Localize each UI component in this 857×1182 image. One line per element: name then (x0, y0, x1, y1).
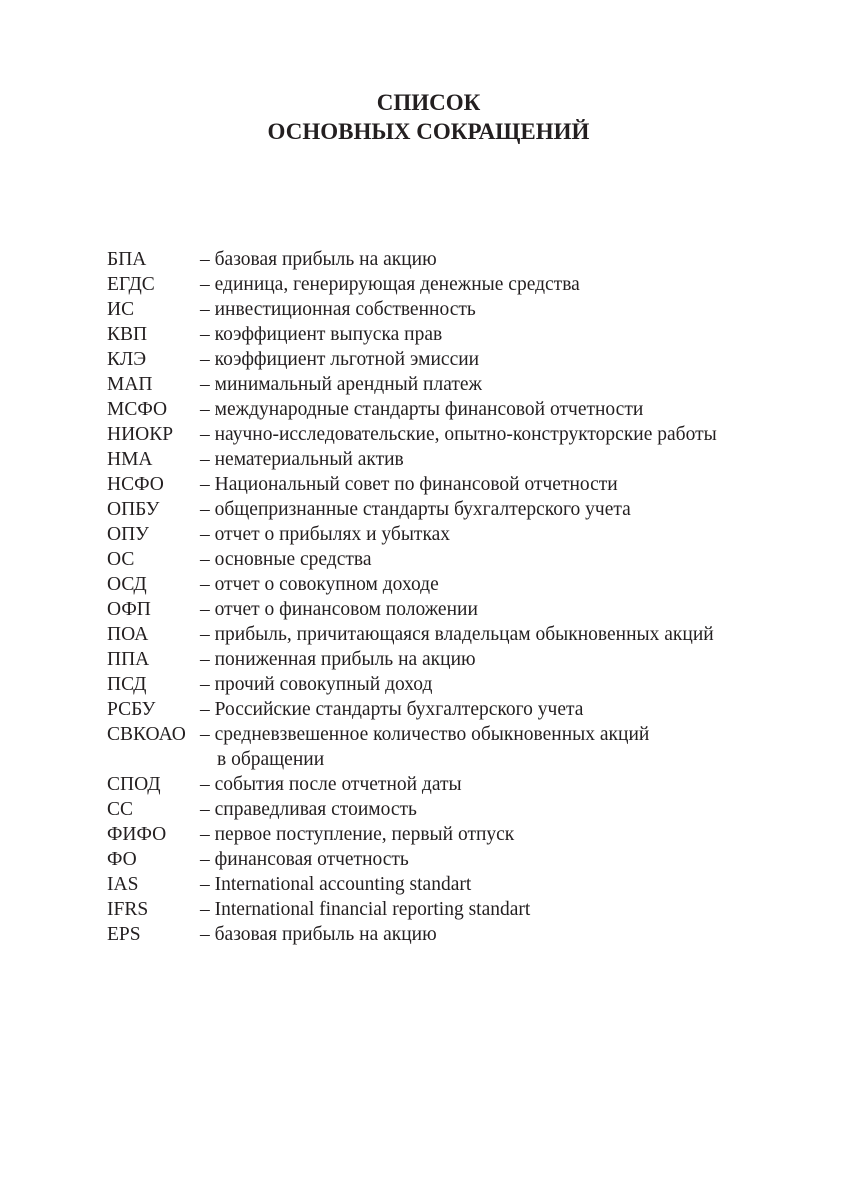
abbreviation-term: ОПУ (107, 524, 149, 545)
abbreviation-definition (200, 322, 807, 347)
abbreviation-list (107, 247, 807, 947)
abbreviation-term: ОС (107, 549, 135, 570)
abbreviation-row (107, 272, 807, 297)
abbreviation-row (107, 522, 807, 547)
abbreviation-definition (200, 922, 807, 947)
abbreviation-row (107, 872, 807, 897)
abbreviation-definition-text: – отчет о финансовом положении (200, 599, 478, 620)
abbreviation-row (107, 422, 807, 447)
abbreviation-term: СВКОАО (107, 724, 186, 745)
abbreviation-definition (200, 547, 807, 572)
abbreviation-definition (200, 797, 807, 822)
abbreviation-term: ОСД (107, 574, 147, 595)
abbreviation-definition (200, 297, 807, 322)
abbreviation-row (107, 647, 807, 672)
abbreviation-definition (200, 422, 807, 447)
abbreviation-definition-text: – International financial reporting standart (200, 899, 531, 920)
abbreviation-definition-text: – события после отчетной даты (200, 774, 462, 795)
abbreviation-definition-text: – базовая прибыль на акцию (200, 249, 437, 270)
abbreviation-definition-text: – справедливая стоимость (200, 799, 417, 820)
abbreviation-definition (200, 347, 807, 372)
abbreviation-term: IFRS (107, 899, 149, 920)
abbreviation-definition (200, 772, 807, 797)
abbreviation-definition (200, 497, 807, 522)
abbreviation-row (107, 772, 807, 797)
abbreviation-term: КВП (107, 324, 148, 345)
abbreviation-row (107, 572, 807, 597)
abbreviation-definition (200, 722, 807, 772)
abbreviation-definition-text: – прибыль, причитающаяся владельцам обыкновенных акций (200, 624, 714, 645)
abbreviation-row (107, 922, 807, 947)
abbreviation-term: МАП (107, 374, 153, 395)
page-title-line-2: ОСНОВНЫХ СОКРАЩЕНИЙ (267, 119, 590, 144)
abbreviation-term: НИОКР (107, 424, 174, 445)
page-title-line-1: СПИСОК (376, 90, 481, 115)
abbreviation-term: ФО (107, 849, 137, 870)
abbreviation-definition (200, 847, 807, 872)
abbreviation-definition-text: – нематериальный актив (200, 449, 404, 470)
abbreviation-definition-text: – отчет о совокупном доходе (200, 574, 439, 595)
abbreviation-row (107, 847, 807, 872)
abbreviation-term: КЛЭ (107, 349, 147, 370)
abbreviation-definition-text: – инвестиционная собственность (200, 299, 476, 320)
abbreviation-definition-text: – базовая прибыль на акцию (200, 924, 437, 945)
abbreviation-definition (200, 272, 807, 297)
abbreviation-row (107, 497, 807, 522)
abbreviation-definition-text: – International accounting standart (200, 874, 472, 895)
abbreviation-row (107, 347, 807, 372)
abbreviation-term: IAS (107, 874, 139, 895)
abbreviation-term: EPS (107, 924, 141, 945)
abbreviation-term: ПСД (107, 674, 147, 695)
abbreviation-term: ОПБУ (107, 499, 160, 520)
abbreviation-row (107, 322, 807, 347)
abbreviation-definition-text: – минимальный арендный платеж (200, 374, 483, 395)
abbreviation-row (107, 472, 807, 497)
abbreviation-row (107, 897, 807, 922)
abbreviation-definition (200, 622, 807, 647)
abbreviation-row (107, 247, 807, 272)
abbreviation-term: ПОА (107, 624, 149, 645)
abbreviation-definition-continuation: в обращении (217, 749, 325, 770)
abbreviation-definition-text: – Российские стандарты бухгалтерского учета (200, 699, 584, 720)
abbreviation-definition (200, 597, 807, 622)
abbreviation-definition-text: – международные стандарты финансовой отчетности (200, 399, 644, 420)
abbreviation-definition (200, 447, 807, 472)
abbreviation-definition-text: – отчет о прибылях и убытках (200, 524, 451, 545)
abbreviation-definition (200, 372, 807, 397)
abbreviation-row (107, 447, 807, 472)
abbreviation-definition (200, 672, 807, 697)
abbreviation-row (107, 822, 807, 847)
abbreviation-definition-text: – коэффициент выпуска прав (200, 324, 443, 345)
abbreviation-definition-text: – прочий совокупный доход (200, 674, 433, 695)
abbreviation-term: НСФО (107, 474, 164, 495)
abbreviation-definition-text: – основные средства (200, 549, 372, 570)
abbreviation-row (107, 397, 807, 422)
abbreviation-row (107, 797, 807, 822)
abbreviation-definition-text: – научно-исследовательские, опытно-конструкторские работы (200, 424, 717, 445)
abbreviation-definition-text: – финансовая отчетность (200, 849, 409, 870)
abbreviation-term: ФИФО (107, 824, 167, 845)
abbreviation-definition-text: – средневзвешенное количество обыкновенных акций (200, 724, 650, 745)
abbreviation-row (107, 297, 807, 322)
abbreviation-definition (200, 397, 807, 422)
abbreviation-definition (200, 897, 807, 922)
abbreviation-row (107, 722, 807, 772)
abbreviation-term: ППА (107, 649, 150, 670)
abbreviation-definition (200, 522, 807, 547)
abbreviation-definition (200, 697, 807, 722)
abbreviation-definition (200, 822, 807, 847)
abbreviation-definition (200, 647, 807, 672)
abbreviation-row (107, 622, 807, 647)
abbreviation-definition-text: – Национальный совет по финансовой отчетности (200, 474, 618, 495)
abbreviation-row (107, 372, 807, 397)
abbreviation-definition-text: – пониженная прибыль на акцию (200, 649, 476, 670)
abbreviation-definition (200, 472, 807, 497)
abbreviation-row (107, 547, 807, 572)
abbreviation-term: МСФО (107, 399, 168, 420)
abbreviation-definition (200, 872, 807, 897)
abbreviation-term: СС (107, 799, 134, 820)
abbreviation-definition (200, 572, 807, 597)
abbreviation-term: ЕГДС (107, 274, 155, 295)
abbreviation-term: РСБУ (107, 699, 156, 720)
abbreviation-row (107, 697, 807, 722)
abbreviation-term: НМА (107, 449, 153, 470)
abbreviation-definition-text: – первое поступление, первый отпуск (200, 824, 515, 845)
abbreviation-term: СПОД (107, 774, 161, 795)
abbreviation-term: БПА (107, 249, 147, 270)
abbreviation-definition (200, 247, 807, 272)
abbreviation-term: ИС (107, 299, 135, 320)
abbreviation-definition-text: – общепризнанные стандарты бухгалтерского учета (200, 499, 631, 520)
abbreviation-term: ОФП (107, 599, 151, 620)
abbreviation-definition-text: – коэффициент льготной эмиссии (200, 349, 480, 370)
abbreviation-row (107, 672, 807, 697)
abbreviation-definition-text: – единица, генерирующая денежные средства (200, 274, 580, 295)
abbreviation-row (107, 597, 807, 622)
